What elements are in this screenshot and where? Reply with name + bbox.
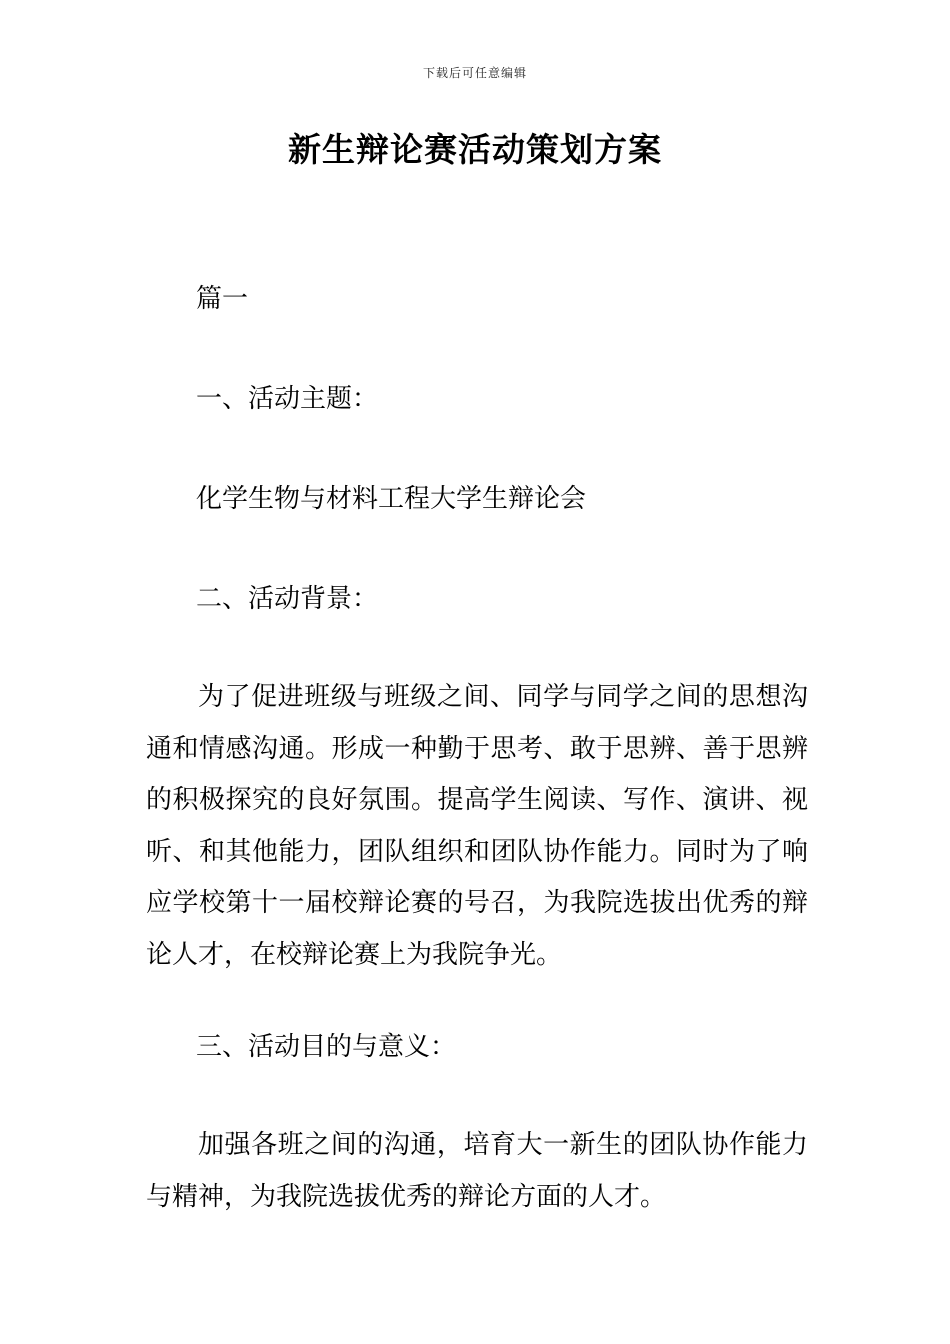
- document-title: 新生辩论赛活动策划方案: [288, 130, 662, 169]
- part-label: 篇一: [196, 284, 249, 314]
- section-3-body: 加强各班之间的沟通，培育大一新生的团队协作能力与精神，为我院选拔优秀的辩论方面的人才。: [146, 1130, 808, 1212]
- section-3-heading: 三、活动目的与意义：: [196, 1032, 457, 1062]
- header-note: 下载后可任意编辑: [422, 66, 527, 80]
- section-2-body: 为了促进班级与班级之间、同学与同学之间的思想沟通和情感沟通。形成一种勤于思考、敢于思辨、善于思辨的积极探究的良好氛围。提高学生阅读、写作、演讲、视听、和其他能力，团队组织和团队协作能力。同时为了响应学校第十一届校辩论赛的号召，为我院选拔出优秀的辩论人才，在校辩论赛上为我院争光。: [146, 682, 808, 970]
- section-1-body: 化学生物与材料工程大学生辩论会: [196, 484, 587, 514]
- section-2-heading: 二、活动背景：: [196, 584, 379, 614]
- section-1-heading: 一、活动主题：: [196, 384, 379, 414]
